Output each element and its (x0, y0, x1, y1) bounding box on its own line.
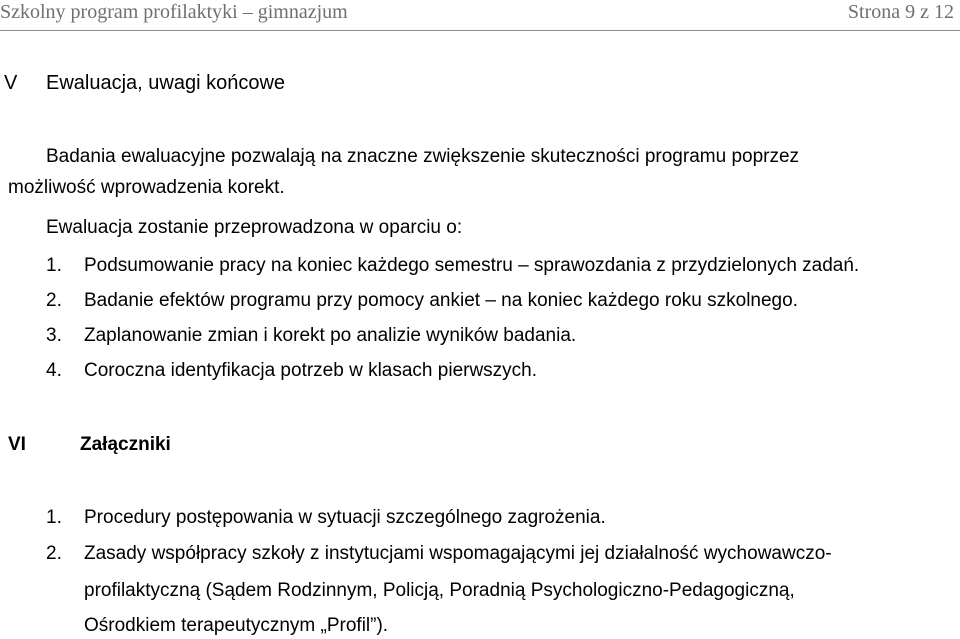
list-item: Badanie efektów programu przy pomocy ankiet – na koniec każdego roku szkolnego. (84, 290, 798, 311)
list-number: 2. (46, 290, 62, 311)
header-title: Szkolny program profilaktyki – gimnazjum (0, 1, 348, 23)
list-item: Zaplanowanie zmian i korekt po analizie wyników badania. (84, 325, 577, 346)
page-number: Strona 9 z 12 (847, 1, 954, 23)
list-number: 1. (46, 255, 62, 276)
list-item-line: profilaktyczną (Sądem Rodzinnym, Policją, Poradnią Psychologiczno-Pedagogiczną, (84, 580, 795, 601)
section-title: Załączniki (80, 434, 171, 455)
section-number: VI (8, 434, 26, 455)
list-number: 2. (46, 543, 62, 564)
paragraph-line: Badania ewaluacyjne pozwalają na znaczne zwiększenie skuteczności programu poprzez (46, 146, 800, 167)
page-header (0, 0, 960, 31)
list-item-line: Zasady współpracy szkoły z instytucjami wspomagającymi jej działalność wychowawczo- (84, 543, 832, 564)
list-item: Coroczna identyfikacja potrzeb w klasach pierwszych. (84, 360, 538, 381)
list-number: 1. (46, 507, 62, 528)
list-number: 3. (46, 325, 62, 346)
section-title: Ewaluacja, uwagi końcowe (46, 72, 286, 94)
list-intro: Ewaluacja zostanie przeprowadzona w oparciu o: (46, 217, 463, 238)
list-item: Podsumowanie pracy na koniec każdego semestru – sprawozdania z przydzielonych zadań. (84, 255, 860, 276)
section-number: V (4, 72, 18, 94)
paragraph-line: możliwość wprowadzenia korekt. (8, 177, 285, 198)
list-item-line: Ośrodkiem terapeutycznym „Profil”). (84, 615, 389, 636)
list-item: Procedury postępowania w sytuacji szczególnego zagrożenia. (84, 507, 606, 528)
list-number: 4. (46, 360, 62, 381)
